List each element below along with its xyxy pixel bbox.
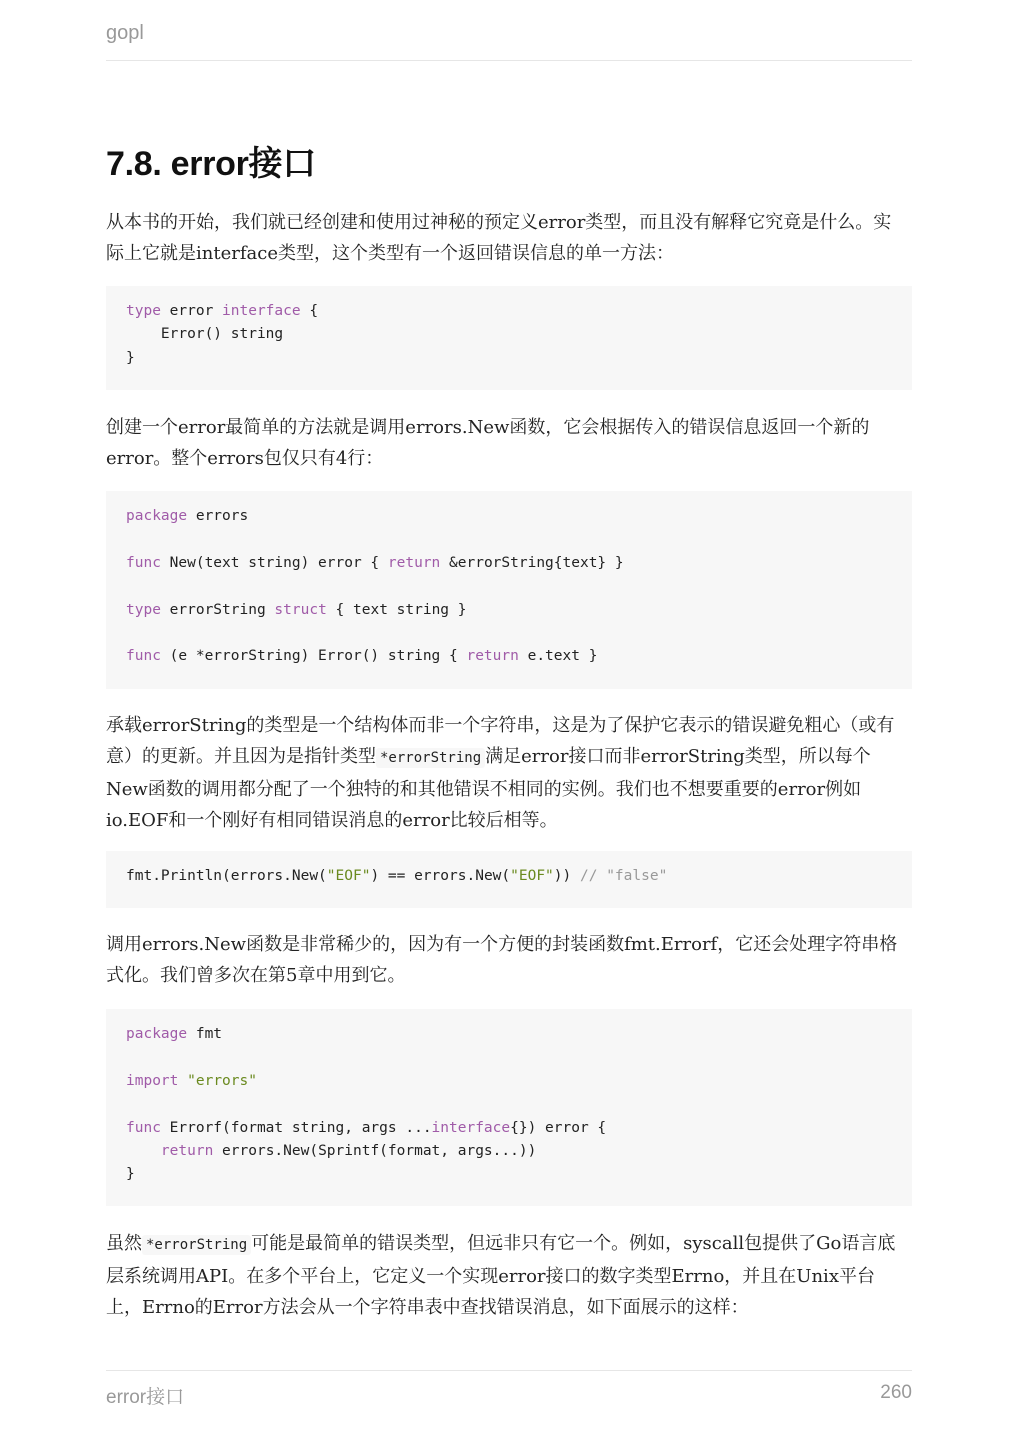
code-line [126,1117,892,1140]
code-text: } [126,1166,135,1183]
code-text: Error() string [126,326,284,343]
code-text: &errorString{text} } [440,554,624,571]
code-keyword: return [466,648,519,665]
paragraph-errorstring-part1: 承载errorString的类型是一个结构体而非一个字符串，这是为了保护它表示的错误避免粗心（或有意）的更新。并且因为是指针类型 [106,715,895,767]
footer-chapter-label: error接口 [106,1387,185,1408]
inline-code-errorstring-2: *errorString [142,1235,251,1255]
code-comment: // "false" [580,868,668,884]
code-text: errors.New(Sprintf(format, args...)) [213,1143,537,1160]
code-keyword: struct [274,601,327,618]
paragraph-errorf: 调用errors.New函数是非常稀少的，因为有一个方便的封装函数fmt.Errorf，它还会处理字符串格式化。我们曾多次在第5章中用到它。 [106,934,898,986]
code-block-error-interface [106,286,912,390]
paragraph-intro: 从本书的开始，我们就已经创建和使用过神秘的预定义error类型，而且没有解释它究竟是什么。实际上它就是interface类型，这个类型有一个返回错误信息的单一方法： [106,212,892,264]
code-text: )) [553,868,572,884]
code-line [126,552,892,575]
code-text: error [160,303,223,319]
code-line [126,575,892,598]
code-keyword: func [126,648,161,665]
code-line [126,865,892,888]
code-text: e.text } [518,648,598,665]
code-text: fmt.Println(errors.New( [126,868,327,884]
code-text: ) == errors.New( [370,868,511,884]
code-text: New(text string) error { [160,554,388,571]
code-line [126,1070,892,1093]
code-keyword: type [126,303,161,319]
code-text [571,868,580,884]
code-keyword: return [387,554,441,571]
code-line [126,528,892,551]
code-string: "EOF" [326,868,371,884]
code-line [126,1163,892,1186]
footer-divider [106,1370,912,1371]
code-block-errors-package [106,491,912,689]
code-line [126,323,892,346]
section-title: 7.8. error接口 [106,145,316,183]
code-keyword: import [126,1072,179,1089]
code-keyword: func [126,1119,161,1136]
code-line [126,1023,892,1046]
code-text: { text string } [326,601,467,618]
paragraph-errorstring [106,710,906,836]
code-line [126,347,892,370]
code-keyword: interface [222,303,301,319]
code-keyword: package [126,1026,188,1042]
paragraph-errorstring-part2: 满足error接口而非errorString类型，所以每个New函数的调用都分配了一个独特的和其他错误不相同的实例。我们也不想要重要的error例如io.EOF和一个刚好有相同错误消息的error比较后相等。 [106,746,871,831]
paragraph-syscall [106,1228,906,1323]
code-text: fmt [187,1026,223,1042]
code-block-eof-compare [106,851,912,908]
code-line [126,300,892,323]
paragraph-syscall-part2: 可能是最简单的错误类型，但远非只有它一个。例如，syscall包提供了Go语言底层系统调用API。在多个平台上，它定义一个实现error接口的数字类型Errno，并且在Unix平台上，Errno的Error方法会从一个字符串表中查找错误消息，如下面展示的这样： [106,1233,896,1318]
code-text: {}) error { [510,1119,607,1136]
code-keyword: type [126,601,161,618]
paragraph-errors-new: 创建一个error最简单的方法就是调用errors.New函数，它会根据传入的错误信息返回一个新的error。整个errors包仅只有4行： [106,417,870,469]
code-string: "EOF" [510,868,554,884]
code-keyword: func [126,554,161,571]
code-text: errors [187,508,249,524]
code-keyword: interface [431,1119,511,1136]
code-keyword: package [126,508,188,524]
code-block-fmt-errorf [106,1009,912,1206]
code-line [126,622,892,645]
code-text [178,1073,187,1089]
code-line [126,505,892,528]
footer-page-number: 260 [880,1382,912,1403]
header-divider [106,60,912,61]
code-text: Errorf(format string, args ... [160,1119,432,1136]
code-line [126,1093,892,1116]
paragraph-syscall-part1: 虽然 [106,1233,142,1254]
code-line [126,645,892,668]
code-text: (e *errorString) Error() string { [160,648,467,665]
code-string: "errors" [187,1072,257,1089]
code-line [126,1046,892,1069]
inline-code-errorstring: *errorString [376,748,485,768]
code-line [126,1140,892,1163]
code-text: } [126,349,135,366]
code-text [126,1143,161,1159]
code-line [126,599,892,622]
code-text: { [300,303,319,319]
book-title: gopl [106,22,144,44]
code-text: errorString [160,601,275,618]
code-keyword: return [160,1143,214,1160]
